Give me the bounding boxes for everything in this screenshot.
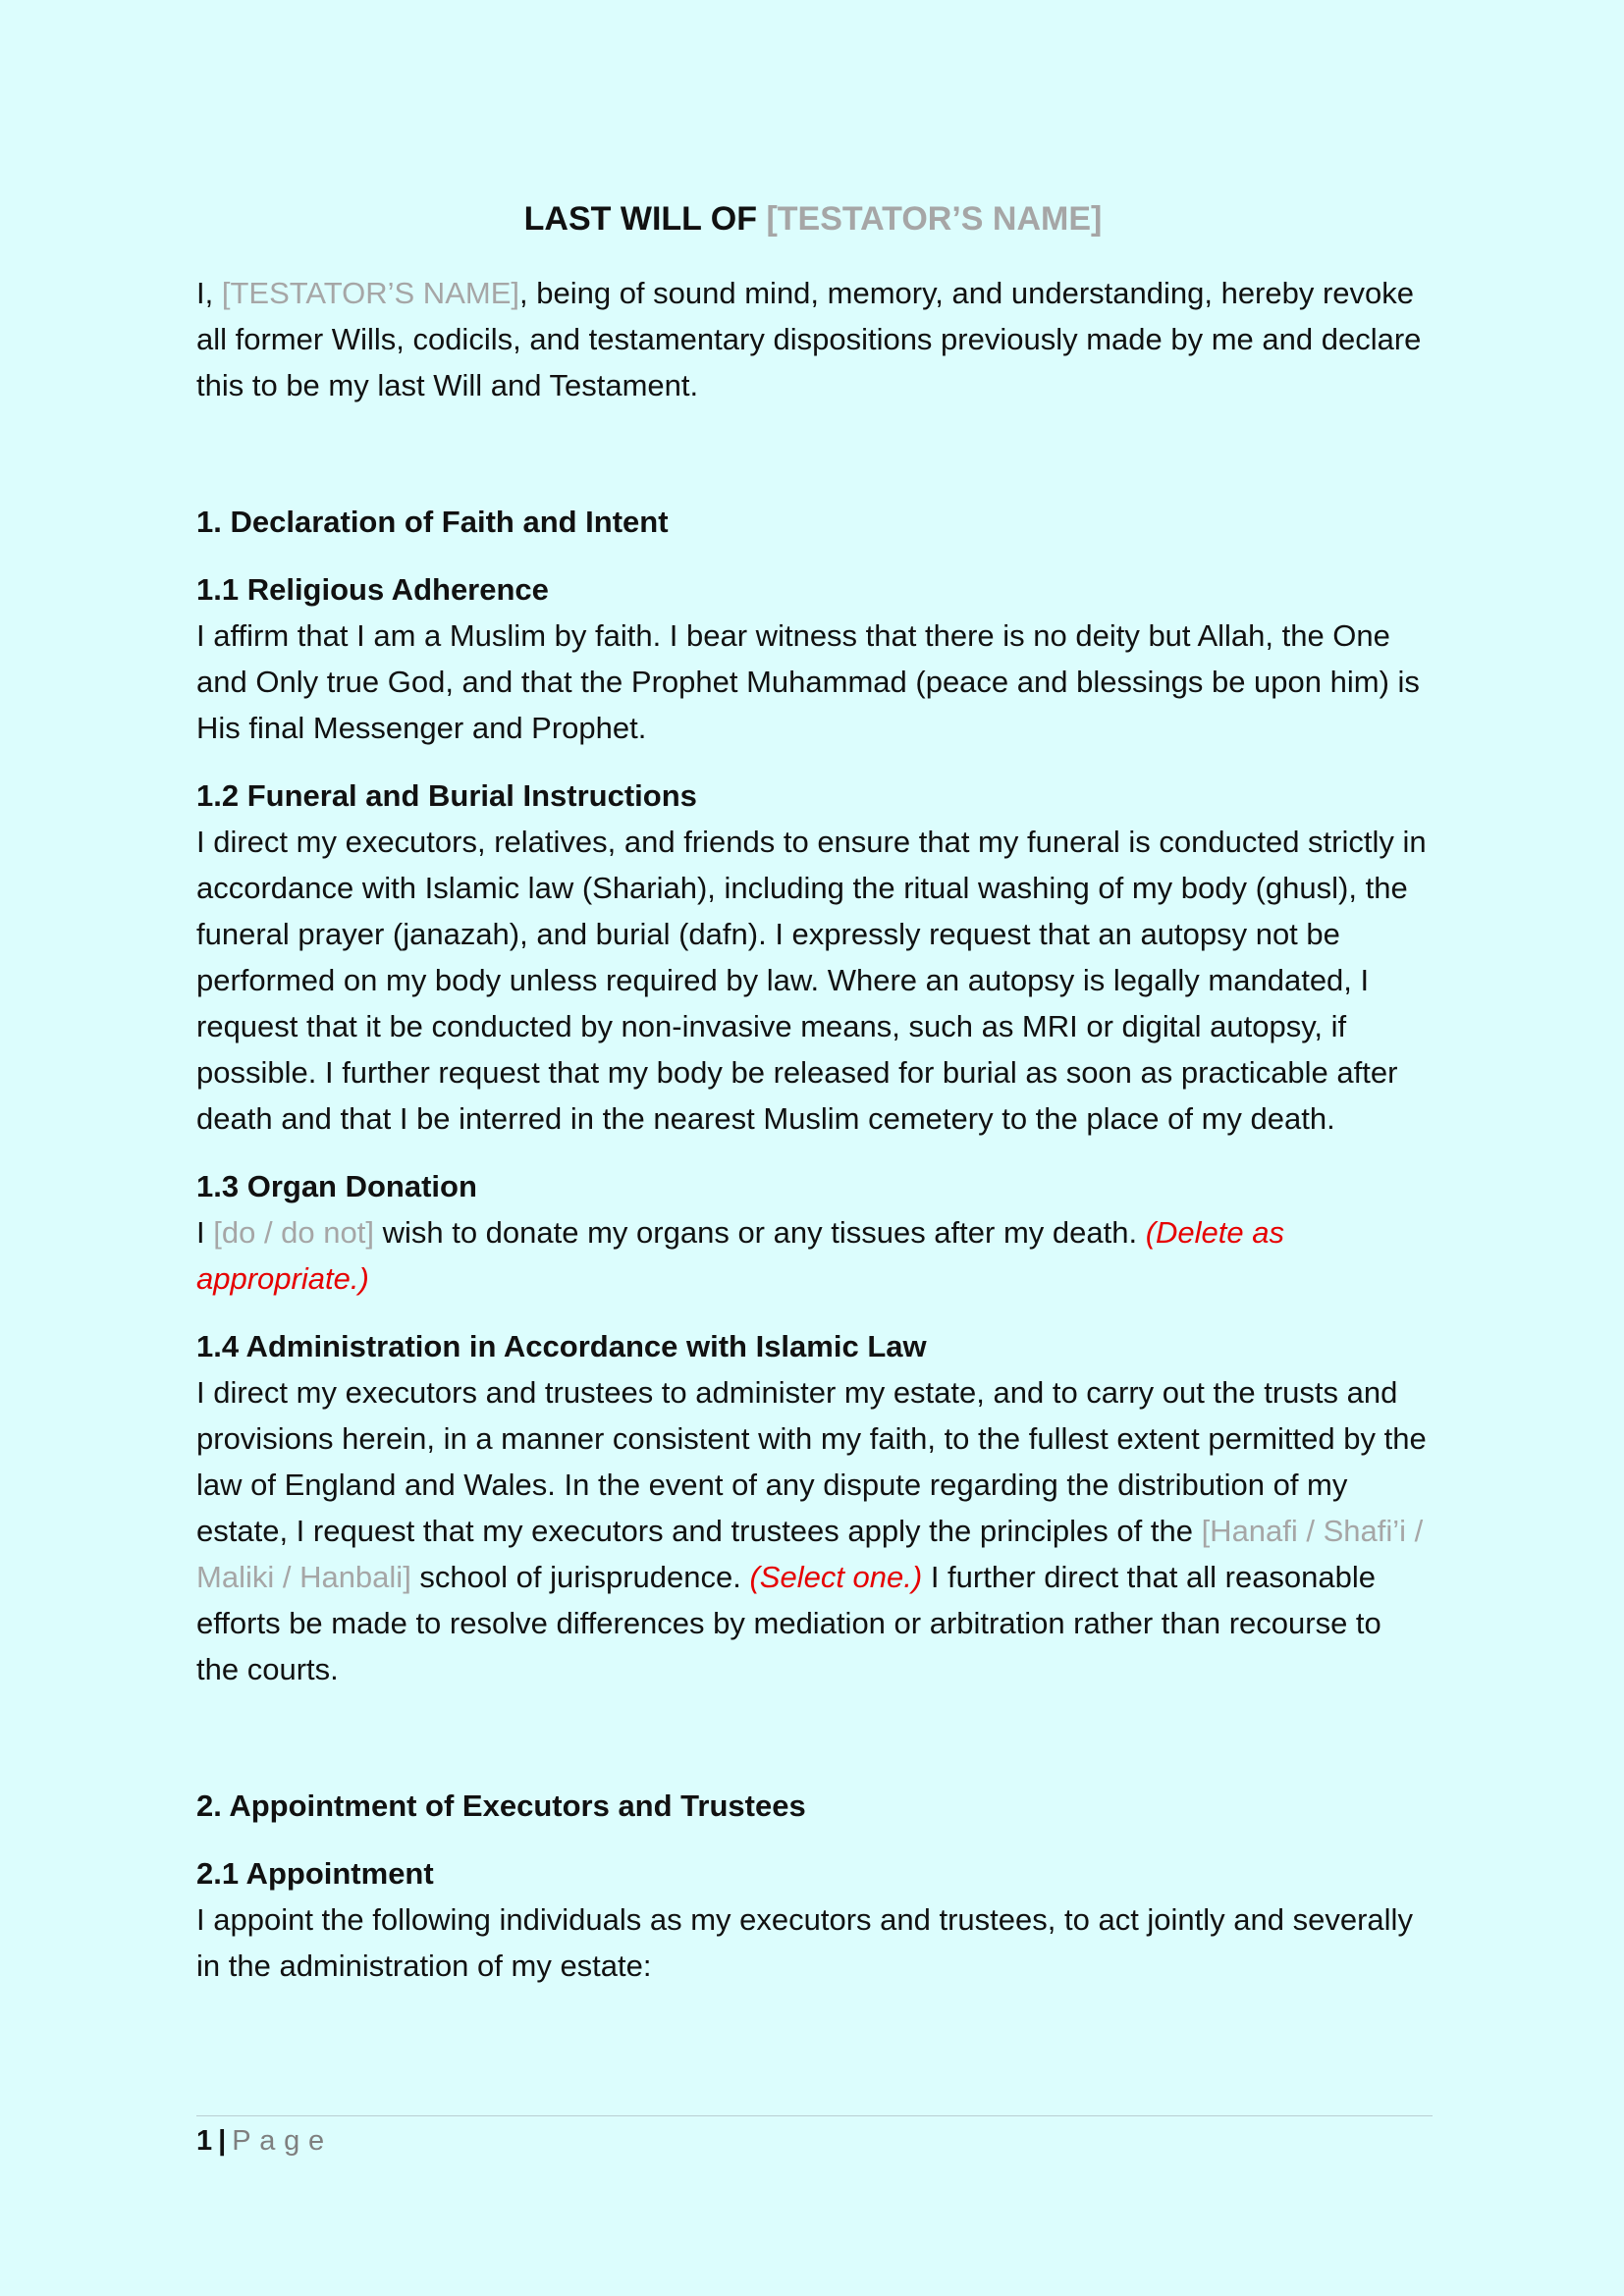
clause-heading: 1.4 Administration in Accordance with Islamic Law [196,1329,927,1363]
intro-text-after: , being of sound mind, memory, and understanding, hereby revoke all former Wills, codicils, and testamentary dispositions previously made by me and declare this to be my last Will and Testament. [196,276,1422,402]
title-text: LAST WILL OF [523,200,767,238]
document-title [196,196,1430,242]
clause-body-text: school of jurisprudence. [410,1560,750,1594]
footer-divider [196,2115,1433,2116]
clause-religious-adherence [196,566,1430,751]
clause-appointment [196,1850,1430,1989]
intro-testator-name-placeholder: [TESTATOR’S NAME] [221,276,519,310]
page-footer [196,2119,333,2163]
clause-body [196,1209,1430,1302]
clause-islamic-administration [196,1323,1430,1692]
clause-body: I appoint the following individuals as my executors and trustees, to act jointly and severally in the administration of my estate: [196,1902,1413,1983]
title-testator-name-placeholder: [TESTATOR’S NAME] [766,200,1103,238]
clause-body: I affirm that I am a Muslim by faith. I bear witness that there is no deity but Allah, the One and Only true God, and that the Prophet Muhammad (peace and blessings be upon him) is His final Messenger and Prophet. [196,618,1420,745]
clause-heading: 1.3 Organ Donation [196,1169,477,1203]
donation-choice-placeholder: [do / do not] [213,1215,374,1250]
clause-body [196,1369,1430,1692]
clause-organ-donation [196,1163,1430,1302]
clause-body-text: wish to donate my organs or any tissues after my death. [373,1215,1146,1250]
clause-heading: 2.1 Appointment [196,1856,434,1891]
school-of-jurisprudence-placeholder: [Hanafi / Shafi’i / Maliki / Hanbali] [196,1514,1424,1594]
clause-funeral-burial [196,773,1430,1142]
clause-body-text: I [196,1215,214,1250]
section-heading-declaration: 1. Declaration of Faith and Intent [196,505,669,539]
clause-heading: 1.1 Religious Adherence [196,572,549,607]
intro-text-before: I, [196,276,222,310]
document-body [196,196,1430,1989]
page-number: 1 [196,2125,213,2157]
footer-separator: | [218,2125,227,2157]
clause-heading: 1.2 Funeral and Burial Instructions [196,778,697,813]
intro-paragraph [196,270,1430,408]
clause-body-text: I direct my executors and trustees to administer my estate, and to carry out the trusts and provisions herein, in a manner consistent with my faith, to the fullest extent permitted by the law of England and Wales. In the event of any dispute regarding the distribution of my estate, I request that my executors and trustees apply the principles of the [196,1375,1427,1548]
clause-body-text: I further direct that all reasonable efforts be made to resolve differences by mediation or arbitration rather than recourse to the courts. [196,1560,1381,1686]
instruction-note: (Delete as appropriate.) [196,1215,1284,1296]
footer-page-label: Page [232,2125,333,2157]
instruction-note: (Select one.) [749,1560,923,1594]
section-heading-executors: 2. Appointment of Executors and Trustees [196,1789,806,1823]
clause-body: I direct my executors, relatives, and friends to ensure that my funeral is conducted strictly in accordance with Islamic law (Shariah), including the ritual washing of my body (ghusl), the funeral prayer (janazah), and burial (dafn). I expressly request that an autopsy not be performed on my body unless required by law. Where an autopsy is legally mandated, I request that it be conducted by non-invasive means, such as MRI or digital autopsy, if possible. I further request that my body be released for burial as soon as practicable after death and that I be interred in the nearest Muslim cemetery to the place of my death. [196,825,1427,1136]
